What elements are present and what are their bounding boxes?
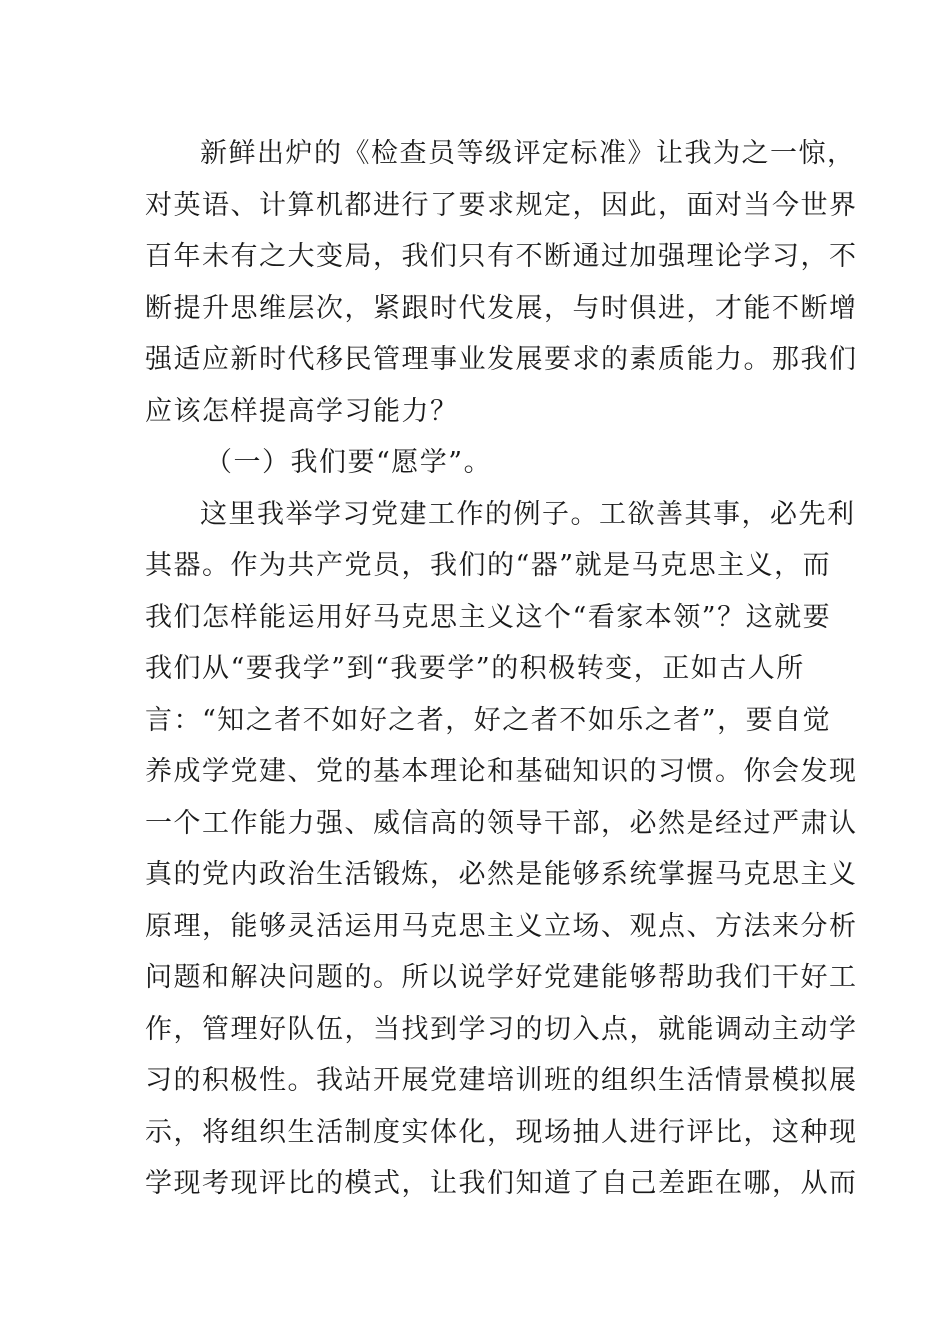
paragraph-2-line-14: 学现考现评比的模式，让我们知道了自己差距在哪，从而 [145,1168,858,1199]
paragraph-1-line-3: 百年未有之大变局，我们只有不断通过加强理论学习，不 [145,241,858,272]
paragraph-2-line-8: 真的党内政治生活锻炼，必然是能够系统掌握马克思主义 [145,859,858,890]
paragraph-1-line-1: 新鲜出炉的《检查员等级评定标准》让我为之一惊， [200,138,856,169]
paragraph-2-line-3: 我们怎样能运用好马克思主义这个“看家本领”？这就要 [145,601,832,633]
paragraph-2-line-1: 这里我举学习党建工作的例子。工欲善其事，必先利 [200,498,856,530]
paragraph-2-line-9: 原理，能够灵活运用马克思主义立场、观点、方法来分析 [145,910,858,942]
paragraph-2-line-4: 我们从“要我学”到“我要学”的积极转变，正如古人所 [145,653,805,684]
paragraph-2-line-7: 一个工作能力强、威信高的领导干部，必然是经过严肃认 [145,807,858,839]
section-heading: （一）我们要“愿学”。 [205,447,493,478]
paragraph-2-line-2: 其器。作为共产党员，我们的“器”就是马克思主义，而 [145,550,832,581]
paragraph-1-line-4: 断提升思维层次，紧跟时代发展，与时俱进，才能不断增 [145,292,858,324]
paragraph-1-line-5: 强适应新时代移民管理事业发展要求的素质能力。那我们 [145,344,858,375]
document-body [145,128,858,1210]
paragraph-2-line-12: 习的积极性。我站开展党建培训班的组织生活情景模拟展 [145,1065,858,1096]
paragraph-2-line-10: 问题和解决问题的。所以说学好党建能够帮助我们干好工 [145,962,858,993]
paragraph-2-line-5: 言：“知之者不如好之者，好之者不如乐之者”，要自觉 [145,704,832,736]
paragraph-2-line-13: 示，将组织生活制度实体化，现场抽人进行评比，这种现 [145,1116,858,1148]
paragraph-2-line-6: 养成学党建、党的基本理论和基础知识的习惯。你会发现 [145,756,858,787]
paragraph-2-line-11: 作，管理好队伍，当找到学习的切入点，就能调动主动学 [145,1013,858,1045]
paragraph-1-line-2: 对英语、计算机都进行了要求规定，因此，面对当今世界 [145,189,858,221]
paragraph-1-line-6: 应该怎样提高学习能力？ [145,395,459,427]
